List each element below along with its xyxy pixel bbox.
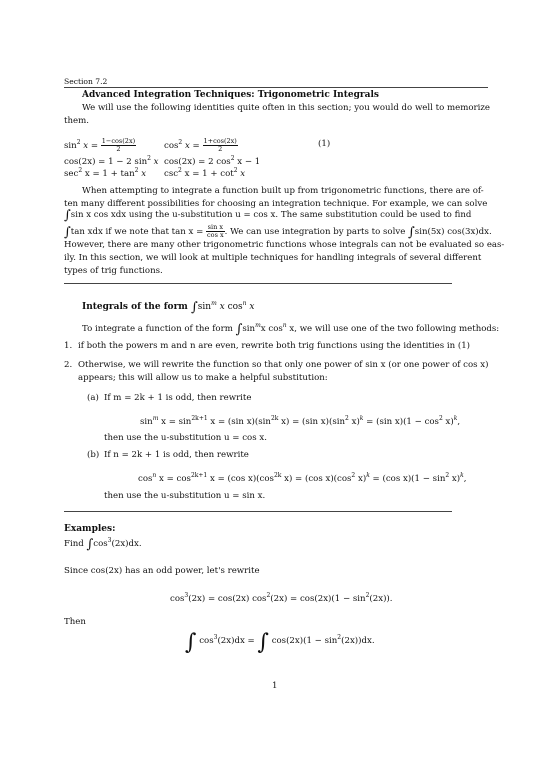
sublist-a-then: then use the u-substitution u = cos x. <box>104 433 267 443</box>
sublist-a-label: (a) <box>87 393 99 403</box>
para1-line-4: ∫tan xdx if we note that tan x = $\frac{\text{sin x}}{\text{cos x}}$ . We can use integration by parts to solve ∫sin(5x) cos(3x)dx. <box>64 223 492 240</box>
example-find: Find $\int\cos^3(2x)dx$. <box>64 537 142 552</box>
para1-line-3: ∫sin x cos xdx using the u-substitution u = cos x. The same substitution could be used to find <box>64 208 472 223</box>
section-heading: Integrals of the form $\int\sin^m$ x $\cos^n x$ <box>82 300 255 315</box>
para1-line-5: However, there are many other trigonometric functions whose integrals can not be evaluated so eas- <box>64 240 505 250</box>
identity-sin-squared: $\sin^2 x$ = $\frac{1-\cos(2x)}{2}$ <box>64 137 136 153</box>
examples-heading: Examples: <box>64 524 116 534</box>
sublist-b-text: If n = 2k + 1 is odd, then rewrite <box>104 450 249 460</box>
identity-csc-squared: $\csc^2 x = 1 + \cot^2 x$ <box>164 167 246 179</box>
page-title: Advanced Integration Techniques: Trigonometric Integrals <box>82 90 379 100</box>
integral-sign: ∫ <box>257 630 269 655</box>
example-since: Since cos(2x) has an odd power, let's rewrite <box>64 566 260 576</box>
integral-sign: ∫ <box>235 322 243 337</box>
example-equation-1: $\cos^3(2x) = \cos(2x) \cos^2(2x) = \cos(2x)(1 - \sin^2(2x))$. <box>170 592 393 604</box>
identity-cos-squared: $\cos^2 x$ = $\frac{1+\cos(2x)}{2}$ <box>164 137 237 153</box>
sublist-a-text: If m = 2k + 1 is odd, then rewrite <box>104 393 252 403</box>
sublist-b-equation: $\cos^n x = \cos^{2k+1} x = (\cos$ $x)(\cos^{2k}$ x) = (cos $x)(\cos^2$ x)$^k$ = (cos $x)(1 - \sin^2 x)^k$, <box>138 472 467 484</box>
section-divider-2 <box>64 511 452 512</box>
section-label: Section 7.2 <box>64 77 108 86</box>
list-item-2-line-2: appears; this will allow us to make a helpful substitution: <box>78 373 328 383</box>
sublist-b-label: (b) <box>87 450 100 460</box>
example-then: Then <box>64 617 86 627</box>
header-rule <box>64 87 488 88</box>
sublist-a-equation: $\sin^m x = \sin^{2k+1} x = (\sin$ $x)(\sin^{2k}$ x) = (sin $x)(\sin^2$ x)$^k$ = (sin $x)(1 - \cos^2 x)^k$, <box>140 415 461 427</box>
page-number: 1 <box>272 681 278 691</box>
integral-sign: ∫ <box>190 300 198 315</box>
section-divider-1 <box>64 283 452 284</box>
integral-sign: ∫ <box>408 225 415 240</box>
identity-cos-double-sin: cos(2x) = 1 − 2 $\sin^2 x$ <box>64 155 159 167</box>
identity-sec-squared: $\sec^2 x = 1 + \tan^2 x$ <box>64 167 147 179</box>
integral-sign: ∫ <box>64 208 71 223</box>
para1-line-1: When attempting to integrate a function built up from trigonometric functions, there are of- <box>82 186 484 196</box>
sublist-b-then: then use the u-substitution u = sin x. <box>104 491 266 501</box>
example-equation-2: ∫ $\cos^3(2x)dx$ = ∫ $\cos(2x)(1 - \sin^2(2x))dx$. <box>185 630 375 655</box>
section-lead: To integrate a function of the form $\int\sin^mx$ $\cos^n x$, we will use one of the two following methods: <box>82 322 500 337</box>
equation-number: (1) <box>318 139 331 149</box>
list-item-2-line-1: Otherwise, we will rewrite the function so that only one power of sin x (or one power of cos x) <box>78 360 489 370</box>
para1-line-2: ten many different possibilities for choosing an integration technique. For example, we can solve <box>64 199 488 209</box>
list-item-1-number: 1. <box>64 341 73 351</box>
para1-line-7: types of trig functions. <box>64 266 163 276</box>
list-item-2-number: 2. <box>64 360 73 370</box>
integral-sign: ∫ <box>185 630 197 655</box>
para1-line-6: ily. In this section, we will look at multiple techniques for handling integrals of several different <box>64 253 482 263</box>
intro-line-2: them. <box>64 116 89 126</box>
list-item-1: if both the powers m and n are even, rewrite both trig functions using the identities in (1) <box>78 341 471 351</box>
integral-sign: ∫ <box>86 537 94 552</box>
intro-line-1: We will use the following identities quite often in this section; you would do well to memorize <box>82 103 491 113</box>
integral-sign: ∫ <box>64 225 71 240</box>
identity-cos-double-cos: cos(2x) = 2 $\cos^2 x - 1$ <box>164 155 261 167</box>
